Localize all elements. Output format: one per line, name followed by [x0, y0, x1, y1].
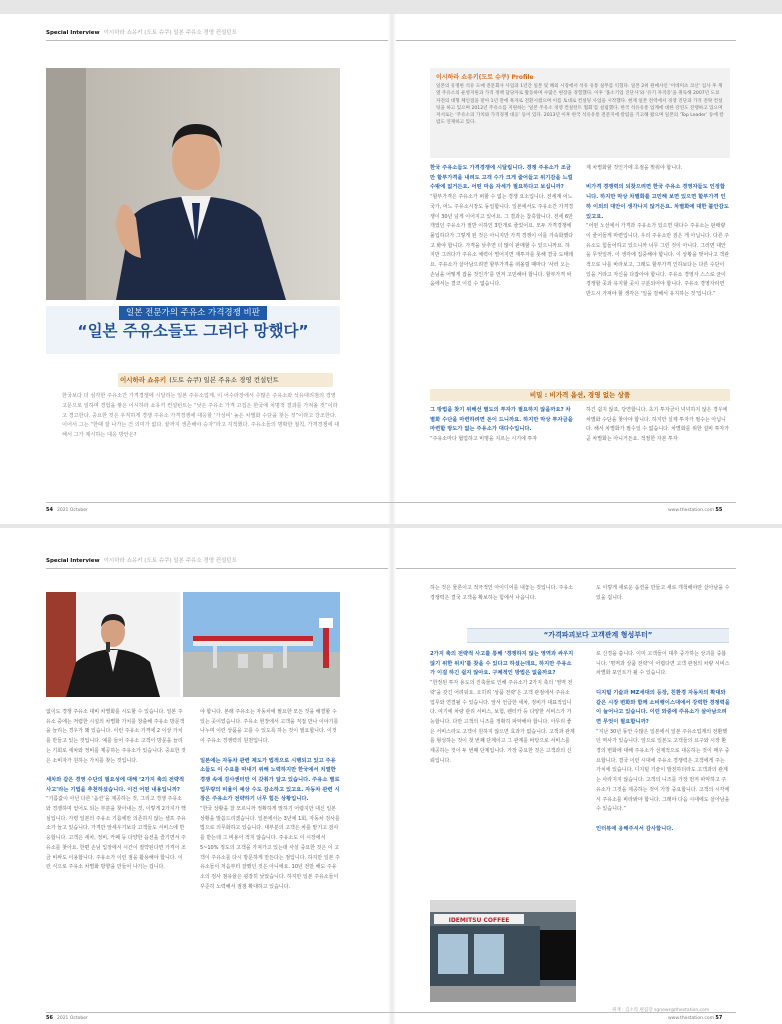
coffee-station-illustration [430, 900, 576, 1002]
answer-1: “할부가격은 주유소가 퍼할 수 없는 경쟁 요소입니다. 전세계 어느 국가, 어느 주유소시장도 동일합니다. 일본에서도 주유소간 가격경쟁이 30년 넘게 이어지고 있어요. 그 결과는 참혹합니다. 전세 6만개였던 주유소가 절반 이하인 3만개로 줄었어요. 모두 가격경쟁에 몰입하다가 그렇게 된 것은 아니지만 가격 경쟁이 이를 가속화했다고 봐야 합니다. 가격을 낮추면 더 많이 판매할 수 있으니까요. 하지만 그러다가 주유소 체력이 떨어지면 재투자를 못해 결국 도태돼요. 주유소가 살아남으려면 할부가격을 떠올릴 때마다 ‘사러 오는 손님을 어떻게 잡을 것인가’를 먼저 고민해야 합니다. 할부가격 싸움에서는 결코 이길 수 없습니다. [430, 194, 574, 288]
byline-name: 이시하라 쇼유키 [120, 376, 167, 384]
profile-title: 이시하라 쇼유키(도토 슈쿠) Profile [436, 74, 534, 81]
question-7: 디지털 기술과 MZ세대의 등장, 친환경 자동차의 확대와 같은 시장 변화와 함께 소비행이스대에서 강력한 경쟁력을이 늘어나고 있습니다. 이런 와중에 주유소가 살아남으려면 무엇이 필요합니까? [596, 689, 730, 725]
footer-right [668, 507, 726, 513]
p56-col1-text: 없이도 경쟁 주유소 대비 차별화를 시도할 수 있습니다. 일본 주유소 중에는 저렴한 시설의 차별화 가치를 창출해 주유소 방문객을 늘리는 경우가 꽤 있습니다. 이런 주유소 가격에 2 이상 가치를 만들고 있는 것입니다. 예를 들어 주유소 고객이 방문을 늘리는 기회로 세차와 정비를 제공하는 주유소가 있습니다. 중요한 것은 소비자가 원하는 가치를 찾는 것입니다. [46, 709, 186, 764]
answer-6-tail: 로 신경을 씁니다. 이미 고객들이 대추 중가하는 상괴를 중봅니다. ‘명역과 상품 전략’이 어렵다면 고객 관점의 차량 서비스 차별화 포인트가 될 수 있습니다. [596, 651, 730, 677]
footer-left-2 [46, 1015, 88, 1021]
page-number-55: 55 [715, 507, 723, 513]
page-number-57: 57 [715, 1015, 723, 1021]
headline: “일본 주유소들도 그러다 망했다” [77, 322, 309, 340]
sub-heading: 비밀 : 비가격 옵션, 경영 없는 상품 [430, 389, 730, 401]
p56-column-2 [200, 708, 340, 1008]
answer-3: “주유소마다 협업하고 비명을 지르는 시기에 투자 [430, 436, 538, 443]
article-column-4 [586, 406, 730, 496]
kicker [46, 306, 340, 318]
spread-pages-56-57 [0, 528, 782, 1024]
article-column-2 [586, 164, 730, 382]
question-6: 2가지 축의 전략적 사고를 통해 ‘경쟁하지 않는 영역과 싸우지 않기 위한 위치’를 찾을 수 있다고 하셨는데요, 하지만 주유소가 이걸 하긴 쉽지 않아요. 구체적인 방법은 없을까요? [430, 651, 574, 677]
article-column-1 [430, 164, 574, 382]
answer-5: “한국 상황을 잘 모르니까 정확하게 말하기 어렵지만 대신 일본 상황을 말씀드리겠습니다. 일본에서는 3년에 1회, 자동차 검사를 법으로 의무화하고 있습니다. 대부분의 고객은 차를 맡기고 검사를 받는데 그 비용이 적지 않습니다. 주유소도 이 시장에서 5~10% 정도의 고객을 가져가고 있는데 사실 중요한 것은 이 고객이 주유소를 다시 방문하게 만든다는 점입니다. 하지만 일본 주유소들이 처음부터 잘했던 것은 아니에요. 10년 전만 해도 주유소의 검사 점유율은 굉장히 낮았습니다. 하지만 일본 주유소들이 꾸준히 노력해서 점점 확대하고 있습니다. [200, 806, 340, 890]
footer-site: www.thestation.com [668, 508, 714, 513]
speaker-illustration [46, 592, 180, 697]
byline-role: (도토 슈쿠) 일본 주유소 경영 컨설턴트 [169, 376, 279, 384]
coffee-station-photo [430, 900, 576, 1002]
page-number-56: 56 [46, 1015, 53, 1021]
pull-quote: “가격파괴보다 고객관계 형성부터” [467, 628, 729, 643]
kicker-text: 일본 전문가의 주유소 가격경쟁 비판 [119, 306, 267, 320]
question-2: 비가격 경쟁력의 되찾으려면 한국 주유소 경영자들도 인정합니다. 하지만 막상 차별화를 고민해 보면 있으면 할부가격 인하 이외의 대안이 생각나지 않거든요. 차별화에 대한 불안감도 있고요. [586, 184, 729, 220]
footer-issue: 2021 October [56, 508, 88, 513]
question-1: 한국 주유소들도 가격경쟁에 시달립니다. 경쟁 주유소가 조금만 할부가격을 내려도 고객 수가 크게 줄어들고 위기감을 느낄 수밖에 없거든요. 어떤 마음 자세가 필요하다고 보십니까? [430, 165, 573, 191]
running-header [46, 28, 237, 36]
p57-top-left [430, 584, 576, 624]
p57-top-right [596, 584, 730, 624]
footer-site-2: www.thestation.com [668, 1016, 714, 1021]
portrait-photo [46, 68, 340, 300]
p57-col4-text: 도 이렇게 새로운 옵션을 만들고 새로 개척해야만 살아남을 수 있을 겁니다. [596, 585, 730, 601]
speaker-photo [46, 592, 180, 697]
credit-line: 취재 : 김소라 편집장 sqnews@thestation.com [612, 1008, 710, 1013]
footer-rule [46, 502, 736, 503]
gutter [388, 14, 396, 524]
question-5: 일본에는 자동차 관련 제도가 법적으로 시행되고 있고 주유소들도 이 수요를 따내기 위해 노력하지만 한국에서 치열한 경쟁 속에 검사센터만 이 갖춰가 알고 있습니다. 주유소 별로 업무량의 비율이 예상 수도 감소하고 있고요. 자동차 관련 시장은 주유소가 전략하기 너무 힘든 상황입니다. [200, 757, 340, 803]
footer-issue-2: 2021 October [56, 1016, 88, 1021]
spread-pages-54-55 [0, 14, 782, 524]
header-subtitle-2: 이시하라 쇼유키 (도토 슈쿠) 일본 주유소 경영 컨설턴트 [103, 558, 238, 564]
answer-4: “기름값이 아닌 다른 ‘옵션’을 제공하는 것, 그리고 경쟁 주유소와 경쟁하며 얻어도 되는 부분을 찾아내는 것, 이렇게 2가지가 핵심입니다. 가령 일본의 주유소 기름에만 의존하지 않는 셀프 주유소가 늘고 있습니다. 가격만 앞세우기보다 고객들도 서비스에 반응합니다. 고객은 세차, 정비, 카페 등 다양한 옵션을 즐기면서 주유소를 찾아요. 한편 손님 입장에서 시간이 절약된다면 가격이 조금 비싸도 이용합니다. 주유소가 이런 점을 활용해야 합니다. 이런 식으로 주유소 차별화 방향을 만들어 나가는 겁니다. [46, 796, 186, 871]
footer-left [46, 507, 88, 513]
footer-right-2 [668, 1015, 726, 1021]
p56-column-1 [46, 708, 186, 1008]
answer-3-tail: 하긴 쉽지 않죠, 당연합니다. 초기 투자금이 넉넉하지 않은 경우에 차별화 수단을 찾아야 합니다. 하지만 실제 투자가 필수는 아닙니다. 해서 차별화가 필수일 수 없습니다. 차별화를 위한 설비 투자가 곧 차별화는 아니거든요. 적절한 자본 투자 [586, 407, 730, 443]
gas-station-illustration [183, 592, 340, 697]
answer-6: “한정된 투자 용도의 진축물로 인해 주유소가 2가지 축의 ‘영역 전략’을 갖긴 어려워요. 오히려 ‘상품 전략’은 고객 관점에서 주유소 업무와 연결될 수 있습니다. 앞서 언급한 세차, 정비가 대표적입니다. 여기에 차량 관리 서비스, 보험, 렌터카 등 다양한 서비스가 가능합니다. 다만 고객의 니즈를 정확히 파악해야 합니다. 아무리 좋은 서비스라도 고객이 원하지 않으면 효과가 없습니다. 고객과 관계를 형성하는 것이 첫 번째 단계이고 그 관계를 바탕으로 서비스를 제공하는 것이 두 번째 단계입니다. 가장 중요한 것은 고객과의 신뢰입니다. [430, 680, 575, 764]
closing-line: 인터뷰에 응해주셔서 감사합니다. [596, 825, 674, 832]
answer-1-tail: 계 차별화할 것인가에 초점을 맞춰야 합니다. [586, 165, 683, 171]
question-4: 세차와 같은 경영 수단의 필요성에 대해 ‘2가지 축의 전략적 사고’라는 기법을 추천하셨습니다. 이건 어떤 내용입니까? [46, 776, 185, 793]
portrait-illustration [46, 68, 340, 300]
gas-station-photo [183, 592, 340, 697]
profile-text: 일본의 유명한 석유 도매 전문회사 사업과 1년간 일본 및 해외 시장에서 석유 유통 실무를 익혔다. 일본 2위 원매사인 ‘이데미츠 코산’ 입사 후 계열 주유소의 운영지원과 가격 정책 담당자로 활동하며 수많은 현장을 경험했다. 이후 ‘홈소기업 진단사’와 ‘유기 자격증’을 취득해 2007년 도쿄 자전의 대형 체인점을 맡아 1년 만에 흑자로 전환시켰으며 이를 토대로 컨설팅 사업을 시작했다. 현재 일본 전역에서 경영 진단과 가격 전략 컨설팅을 하고 있으며 2012년 주유소를 지원하는 ‘일본 주유소 경영 컨설턴트 협회’를 설립했다. 한국 석유유통 업계에 대한 강연도 진행하고 있으며 저서로는 ‘주유소의 가치와 가격경쟁 대응’ 등이 있다. 2013년 이후 한국 석유유통 전문지에 칼럼을 기고해 왔으며 일본의 ‘Top Leader’ 등에 칼럼도 연재하고 있다. [436, 84, 724, 126]
answer-7: “지난 30년 동안 수많은 일본에서 일본 주유소업계의 전환했던 역사가 있습니다. 앞으로 일본도 고객들의 요구와 시장 환경의 변화에 대해 주유소가 선제적으로 대응하는 것이 매우 중요합니다. 결국 이런 시대에 주유소 경쟁력은 고객에게 주는 가치에 있습니다. 디지털 기술이 발전하더라도 고객과의 관계는 사라지지 않습니다. 고객의 니즈를 가장 먼저 파악하고 주유소가 그것을 제공하는 것이 가장 중요합니다. 고객의 시각에서 주유소를 바라봐야 합니다. 그래야 다음 시대에도 살아남을 수 있습니다.” [596, 728, 730, 813]
profile-box [430, 68, 730, 158]
lead-paragraph: 한국보다 더 심각한 주유소간 가격경쟁에 시달리는 일본 주유소업계. 이 어수라장에서 수많은 주유소와 석유대리점의 경영 고문으로 일하며 경험을 쌓은 이시하라 쇼유키 컨설턴트는 “낮은 주유소 가격 고집은 한국에 치명적 결과를 가져올 것”이라고 경고한다. 중요한 것은 우직하게 경쟁 주유소 가격경쟁에 대응할 ‘가성비’ 높은 차별화 수단을 찾는 것”이라고 강조한다. 이어서 그는 “한때 잘 나가는 건 의미가 없다. 끝까지 생존해야 승자”라고 지적했다. 주유소들의 명확한 철칙, 가격경쟁에 대해서 그가 제시하는 대응 방안은? [62, 393, 340, 439]
page-number-54: 54 [46, 507, 53, 513]
article-column-3 [430, 406, 574, 496]
header-subtitle: 이시하라 쇼유키 (도토 슈쿠) 일본 주유소 경영 컨설턴트 [103, 30, 238, 36]
gutter-2 [388, 528, 396, 1024]
question-3: 그 방법을 찾기 위해선 별도의 투자가 필요하지 않을까요? 차별화 수단을 마련하려면 돈이 드니까요. 하지만 막상 투자금을 마련할 방도가 없는 주유소가 대다수입니다. [430, 407, 573, 433]
header-section: Special Interview [46, 30, 100, 36]
footer-rule-2 [46, 1012, 736, 1013]
header-section-2: Special Interview [46, 558, 100, 564]
byline [118, 373, 333, 387]
answer-2: “어떤 노선에서 가격과 주유소가 있으면 대다수 주유소는 판매량이 줄어들게 마련입니다. 우리 주유소만 짐은 게 아닙니다. 다른 주유소도 힘들어하고 있으니까 너무 그런 것이 아니다. 그러면 대안을 무엇일까. 이 생각에 집중해야 합니다. 이 상황을 벗어나고 객관적으로 나를 바라보고, 그래도 할부가격 인하보다는 다른 수단이 있을 거라고 자신을 다잡아야 합니다. 주유소 경영자 스스로 균이 경쟁할 곳과 유지할 곳이 구분되어야 합니다. 주유소 경영자라면 반드시 가져야 할 생각은 ‘일을 잘해서 유지하는 것’입니다.” [586, 223, 730, 298]
p57-col3-text: 하는 것은 물론이고 적극적인 아이디어를 내놓는 것입니다. 주유소 경쟁력은 결국 고객을 확보하는 힘에서 나옵니다. [430, 585, 574, 601]
photo-sign-text: IDEMITSU COFFEE [448, 917, 510, 924]
p57-column-2 [596, 650, 730, 1002]
running-header-2 [46, 556, 237, 564]
p56-col2-text: 야 합니다. 본래 주유소는 자동차에 필요한 모든 것을 해결할 수 있는 곳이었습니다. 주유소 현장에서 고객을 직접 만나 이야기를 나누며 이런 상품을 고를 수 있도록 하는 것이 필요합니다. 이것이 주유소 경쟁력의 원천입니다. [200, 709, 339, 745]
p57-column-1 [430, 650, 576, 890]
